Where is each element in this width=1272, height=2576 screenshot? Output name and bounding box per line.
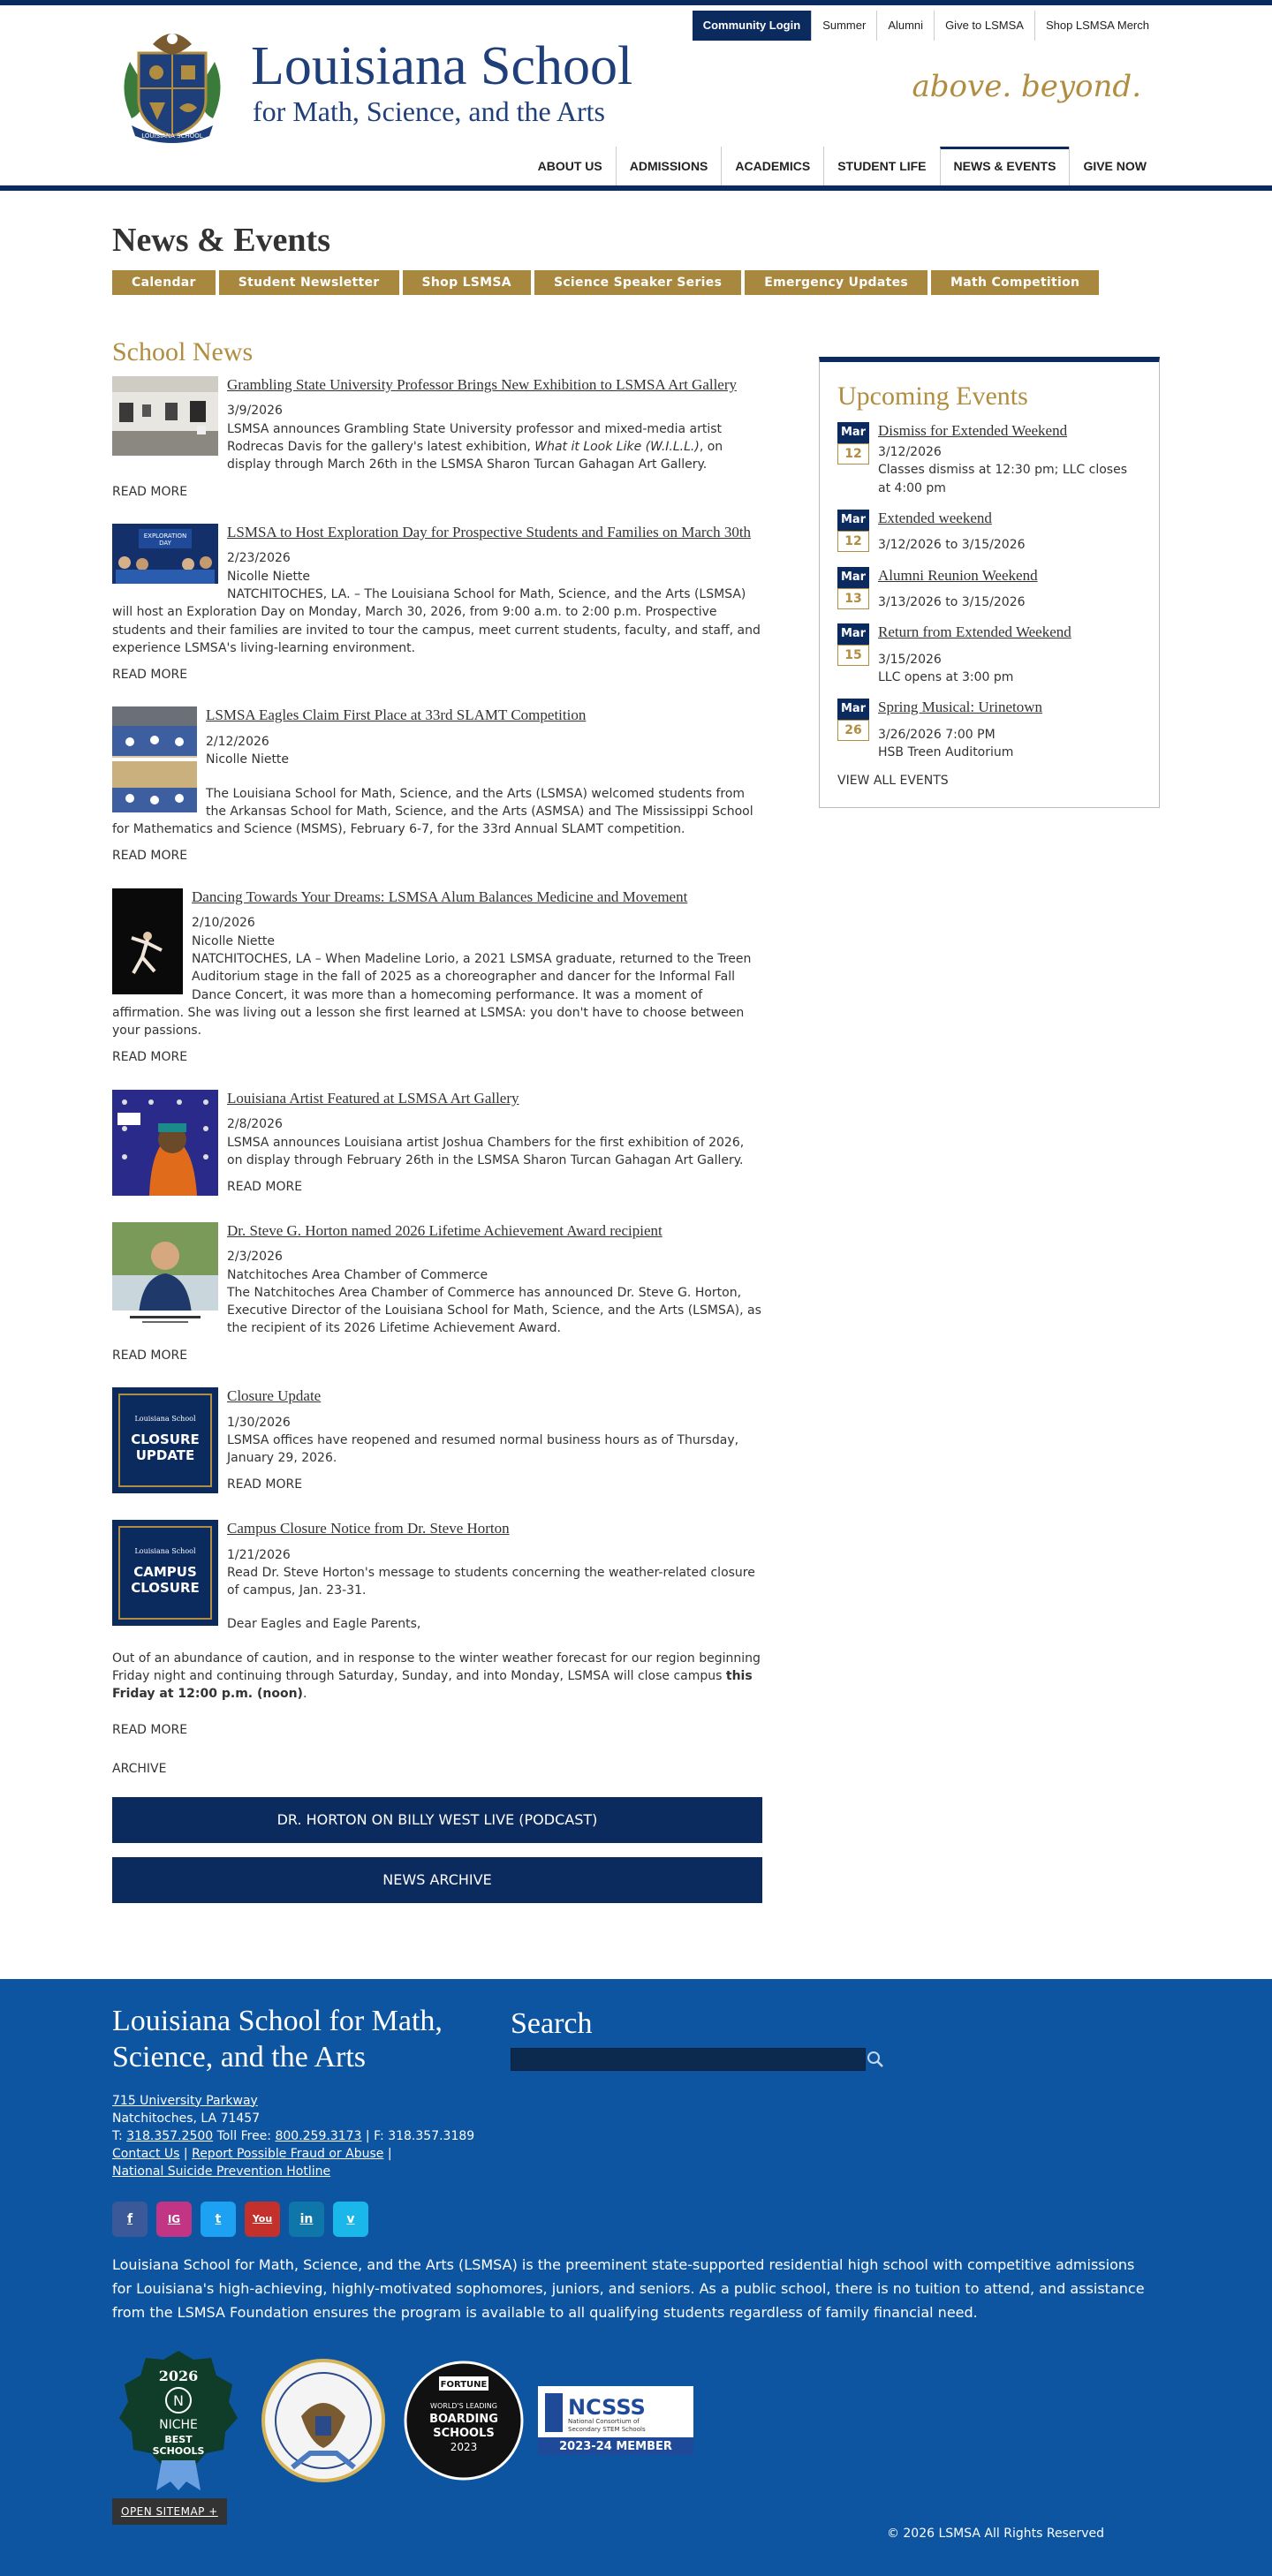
svg-text:SCHOOLS: SCHOOLS: [152, 2444, 205, 2457]
read-more-link[interactable]: READ MORE: [112, 849, 188, 864]
news-item-date: 1/30/2026: [227, 1415, 291, 1430]
news-thumbnail-horton-award[interactable]: [112, 1222, 218, 1328]
site-header: [0, 5, 1272, 191]
news-item-title[interactable]: Grambling State University Professor Brings New Exhibition to LSMSA Art Gallery: [227, 375, 738, 393]
event-date-badge: Mar 12: [837, 422, 869, 497]
event-date: 3/26/2026 7:00 PM: [878, 727, 996, 742]
nav-about-us[interactable]: ABOUT US: [537, 159, 602, 173]
podcast-button[interactable]: DR. HORTON ON BILLY WEST LIVE (PODCAST): [112, 1797, 762, 1843]
contact-us-link[interactable]: Contact Us: [112, 2146, 180, 2161]
utility-nav: [693, 11, 1160, 41]
event-title[interactable]: Spring Musical: Urinetown: [878, 699, 1043, 716]
facebook-icon[interactable]: f: [112, 2202, 148, 2237]
news-item-date: 2/23/2026: [227, 551, 291, 566]
news-item-summary: LSMSA announces Louisiana artist Joshua Chambers for the first exhibition of 2026, on display through February 26th in the LSMSA Sharon Turcan Gahagan Art Gallery.: [227, 1135, 745, 1167]
svg-text:2023-24 MEMBER: 2023-24 MEMBER: [559, 2439, 672, 2453]
nav-student-life[interactable]: STUDENT LIFE: [823, 147, 939, 185]
social-links: [112, 2202, 1160, 2237]
svg-text:Secondary STEM Schools: Secondary STEM Schools: [568, 2425, 646, 2433]
view-all-events-link[interactable]: VIEW ALL EVENTS: [837, 774, 949, 789]
address-city: Natchitoches, LA 71457: [112, 2111, 261, 2126]
read-more-link[interactable]: READ MORE: [112, 484, 188, 499]
phone-link[interactable]: 318.357.2500: [126, 2128, 214, 2143]
news-item-summary: NATCHITOCHES, LA – When Madeline Lorio, a 2021 LSMSA graduate, returned to the Treen Auditorium stage in the fall of 2025 as a choreographer and dancer for the Informal Fall Dance Concert, it was more than a homecoming performance. It was a moment of affirmation. She was living out a lesson she first learned at LSMSA: you don't have to choose between your passions.: [112, 951, 752, 1039]
news-thumbnail-closure-update[interactable]: [112, 1387, 218, 1493]
news-item: [112, 706, 762, 865]
news-item-date: 2/3/2026: [227, 1250, 283, 1265]
copyright-text: © 2026 LSMSA All Rights Reserved: [886, 2526, 1104, 2541]
nav-give-now[interactable]: GIVE NOW: [1069, 147, 1160, 185]
news-thumbnail-artist-portrait[interactable]: [112, 1090, 218, 1196]
news-thumbnail-exploration-day[interactable]: [112, 524, 218, 584]
svg-text:National Consortium of: National Consortium of: [568, 2417, 640, 2425]
utility-link-summer[interactable]: Summer: [811, 11, 876, 41]
news-item-date: 2/12/2026: [206, 735, 269, 749]
news-item-summary: LSMSA announces Grambling State University professor and mixed-media artist Rodrecas Davis for the gallery's latest exhibition, What it Look Like (W.I.L.L.), on display through March 26th in the LSMSA Sharon Turcan Gahagan Art Gallery.: [227, 421, 723, 472]
suicide-hotline-link[interactable]: National Suicide Prevention Hotline: [112, 2164, 331, 2179]
news-item-author: Nicolle Niette: [192, 933, 276, 948]
award-badges: [112, 2346, 1160, 2496]
event-details: Classes dismiss at 12:30 pm; LLC closes at 4:00 pm: [878, 463, 1128, 495]
news-item-date: 2/10/2026: [192, 916, 255, 931]
footer-address: 715 University Parkway Natchitoches, LA 71457 T: 318.357.2500 Toll Free: 800.259.3173 | F: 318.357.3189 Contact Us | Report Possible Fraud or Abuse | National Suicide Prevention Hotline: [112, 2093, 475, 2179]
subnav-emergency-updates[interactable]: Emergency Updates: [745, 270, 928, 295]
twitter-icon[interactable]: t: [201, 2202, 236, 2237]
news-thumbnail-dancer[interactable]: [112, 888, 183, 994]
school-news-section: [112, 313, 762, 1917]
utility-link-community-login[interactable]: Community Login: [693, 11, 812, 41]
news-item-summary: LSMSA offices have reopened and resumed normal business hours as of Thursday, January 29, 2026.: [227, 1432, 739, 1466]
svg-text:LOUISIANA SCHOOL: LOUISIANA SCHOOL: [141, 132, 203, 140]
footer-search-heading: Search: [511, 2006, 593, 2040]
event-title[interactable]: Dismiss for Extended Weekend: [878, 421, 1068, 439]
news-item-title[interactable]: Louisiana Artist Featured at LSMSA Art Gallery: [227, 1089, 519, 1107]
news-item: [112, 1090, 762, 1199]
news-item-author: Nicolle Niette: [227, 569, 311, 584]
niche-best-schools-badge[interactable]: [112, 2346, 245, 2496]
subnav-student-newsletter[interactable]: Student Newsletter: [219, 270, 399, 295]
news-item: [112, 1222, 762, 1364]
news-item-title[interactable]: LSMSA Eagles Claim First Place at 33rd SLAMT Competition: [206, 706, 587, 724]
instagram-icon[interactable]: IG: [156, 2202, 192, 2237]
svg-text:CAMPUS: CAMPUS: [133, 1564, 197, 1581]
utility-link-give[interactable]: Give to LSMSA: [934, 11, 1034, 41]
read-more-link[interactable]: READ MORE: [112, 1722, 188, 1737]
main-content: [0, 191, 1272, 1917]
news-item-title[interactable]: Campus Closure Notice from Dr. Steve Horton: [227, 1520, 510, 1537]
footer-search: [511, 2007, 885, 2071]
news-item-date: 3/9/2026: [227, 404, 283, 419]
tollfree-link[interactable]: 800.259.3173: [275, 2128, 362, 2143]
news-item-title[interactable]: Dr. Steve G. Horton named 2026 Lifetime Achievement Award recipient: [227, 1221, 662, 1239]
svg-text:2026: 2026: [158, 2367, 199, 2384]
subnav-calendar[interactable]: Calendar: [112, 270, 216, 295]
event-date-badge: Mar 26: [837, 699, 869, 761]
footer-description: Louisiana School for Math, Science, and the Arts (LSMSA) is the preeminent state-supported residential high school with competitive admissions for Louisiana's high-achieving, highly-motivated sophomores, juniors, and seniors. As a public school, there is no tuition to attend, and assistance from the LSMSA Foundation ensures the program is available to all qualifying students regardless of family financial need.: [112, 2255, 1145, 2321]
event-date: 3/12/2026: [878, 445, 942, 460]
closure-body: Out of an abundance of caution, and in response to the winter weather forecast for our region beginning Friday night and continuing through Saturday, Sunday, and into Monday, LSMSA will close campus this Friday at 12:00 p.m. (noon).: [112, 1651, 761, 1702]
footer-school-name: Louisiana School for Math, Science, and the Arts: [112, 2004, 443, 2074]
page-title: News & Events: [112, 222, 330, 259]
subnav-science-speaker-series[interactable]: Science Speaker Series: [534, 270, 741, 295]
news-item: [112, 1520, 762, 1739]
read-more-link[interactable]: READ MORE: [112, 1050, 188, 1065]
closure-greeting: Dear Eagles and Eagle Parents,: [227, 1617, 421, 1632]
read-more-link[interactable]: READ MORE: [112, 668, 188, 683]
fax-number: | F: 318.357.3189: [361, 2128, 475, 2143]
search-icon[interactable]: [866, 2050, 885, 2069]
svg-text:BOARDING: BOARDING: [429, 2412, 498, 2426]
svg-text:N: N: [173, 2391, 184, 2409]
nav-admissions[interactable]: ADMISSIONS: [616, 147, 722, 185]
news-item-date: 2/8/2026: [227, 1117, 283, 1132]
footer-search-input[interactable]: [511, 2048, 866, 2071]
news-item: [112, 524, 762, 684]
report-fraud-link[interactable]: Report Possible Fraud or Abuse: [192, 2146, 384, 2161]
svg-text:EXPLORATION: EXPLORATION: [143, 532, 187, 540]
school-news-heading: School News: [112, 336, 254, 366]
read-more-link[interactable]: READ MORE: [227, 1477, 303, 1492]
svg-text:CLOSURE: CLOSURE: [131, 1580, 200, 1597]
brand-name-line2[interactable]: for Math, Science, and the Arts: [253, 95, 605, 127]
news-archive-button[interactable]: NEWS ARCHIVE: [112, 1857, 762, 1903]
utility-link-shop[interactable]: Shop LSMSA Merch: [1034, 11, 1160, 41]
ncsss-member-badge[interactable]: [538, 2386, 693, 2455]
svg-text:Louisiana School: Louisiana School: [134, 1547, 196, 1556]
fortune-boarding-schools-badge[interactable]: [402, 2359, 526, 2482]
svg-text:CLOSURE: CLOSURE: [131, 1432, 200, 1448]
news-item: [112, 888, 762, 1067]
event-location: HSB Treen Auditorium: [878, 745, 1014, 760]
svg-text:DAY: DAY: [159, 539, 171, 547]
nav-news-events[interactable]: NEWS & EVENTS: [940, 147, 1070, 185]
event-date: 3/12/2026 to 3/15/2026: [878, 538, 1026, 553]
news-item-summary: Read Dr. Steve Horton's message to students concerning the weather-related closure of campus, Jan. 23-31.: [227, 1565, 755, 1598]
linkedin-icon[interactable]: in: [289, 2202, 324, 2237]
svg-text:2023: 2023: [450, 2440, 478, 2453]
event-date-badge: Mar 15: [837, 623, 869, 686]
news-thumbnail-slamt-competition[interactable]: [112, 706, 197, 812]
news-item-title[interactable]: Closure Update: [227, 1387, 322, 1405]
news-item: [112, 1387, 762, 1497]
event-title[interactable]: Extended weekend: [878, 510, 992, 527]
event-date-badge: Mar 13: [837, 567, 869, 612]
news-item-author: Nicolle Niette: [206, 752, 290, 767]
vimeo-icon[interactable]: v: [333, 2202, 368, 2237]
upcoming-events-panel: [819, 357, 1160, 809]
brand-tagline: above. beyond.: [912, 69, 1141, 104]
news-item-date: 1/21/2026: [227, 1547, 291, 1562]
news-item-author: Natchitoches Area Chamber of Commerce: [227, 1267, 488, 1282]
svg-text:NICHE: NICHE: [159, 2417, 198, 2432]
site-footer: [0, 1979, 1272, 2576]
blue-ribbon-seal-badge[interactable]: [257, 2354, 390, 2487]
news-item: [112, 376, 762, 501]
address-link[interactable]: 715 University Parkway: [112, 2093, 258, 2108]
svg-text:FORTUNE: FORTUNE: [440, 2379, 488, 2390]
event-details: LLC opens at 3:00 pm: [878, 670, 1014, 685]
sub-nav: [112, 270, 1160, 295]
news-thumbnail-gallery[interactable]: [112, 376, 218, 456]
svg-text:WORLD'S LEADING: WORLD'S LEADING: [430, 2401, 497, 2410]
event-title[interactable]: Alumni Reunion Weekend: [878, 566, 1038, 584]
news-item-summary: The Natchitoches Area Chamber of Commerce has announced Dr. Steve G. Horton, Executive Director of the Louisiana School for Math, Science, and the Arts (LSMSA), as the recipient of its 2026 Lifetime Achievement Award.: [227, 1285, 761, 1336]
news-item-summary: NATCHITOCHES, LA. – The Louisiana School for Math, Science, and the Arts (LSMSA) will host an Exploration Day on Monday, March 30, 2026, from 9:00 a.m. to 2:00 p.m. Prospective students and their families are invited to tour the campus, meet current students, faculty, and staff, and experience LSMSA's living-learning environment.: [112, 586, 761, 655]
event-title[interactable]: Return from Extended Weekend: [878, 623, 1071, 641]
subnav-math-competition[interactable]: Math Competition: [931, 270, 1099, 295]
school-crest-logo[interactable]: [112, 26, 232, 147]
subnav-shop-lsmsa[interactable]: Shop LSMSA: [403, 270, 531, 295]
event-date: 3/15/2026: [878, 652, 942, 667]
event-item: [837, 422, 1141, 497]
news-item-summary: The Louisiana School for Math, Science, and the Arts (LSMSA) welcomed students from the Arkansas School for Math, Science, and the Arts (ASMSA) and The Mississippi School for Mathematics and Science (MSMS), February 6-7, for the 33rd Annual SLAMT competition.: [112, 786, 753, 837]
news-thumbnail-campus-closure[interactable]: [112, 1520, 218, 1626]
archive-link[interactable]: ARCHIVE: [112, 1761, 167, 1776]
upcoming-events-heading: Upcoming Events: [837, 381, 1028, 411]
svg-text:Louisiana School: Louisiana School: [134, 1415, 196, 1424]
nav-academics[interactable]: ACADEMICS: [721, 147, 823, 185]
event-date: 3/13/2026 to 3/15/2026: [878, 595, 1026, 610]
svg-text:SCHOOLS: SCHOOLS: [433, 2426, 495, 2440]
news-item-title[interactable]: Dancing Towards Your Dreams: LSMSA Alum Balances Medicine and Movement: [192, 888, 688, 905]
open-sitemap-button[interactable]: OPEN SITEMAP +: [112, 2498, 227, 2525]
read-more-link[interactable]: READ MORE: [227, 1180, 303, 1195]
utility-link-alumni[interactable]: Alumni: [876, 11, 934, 41]
svg-text:NCSSS: NCSSS: [568, 2394, 646, 2420]
brand-name-line1[interactable]: Louisiana School: [251, 36, 633, 96]
event-item: [837, 567, 1141, 612]
svg-text:BEST: BEST: [164, 2433, 193, 2445]
youtube-icon[interactable]: You: [245, 2202, 280, 2237]
event-item: [837, 510, 1141, 555]
read-more-link[interactable]: READ MORE: [112, 1348, 188, 1363]
event-item: [837, 699, 1141, 761]
event-item: [837, 623, 1141, 686]
event-date-badge: Mar 12: [837, 510, 869, 555]
news-item-title[interactable]: LSMSA to Host Exploration Day for Prospective Students and Families on March 30th: [227, 523, 752, 540]
main-nav: [525, 147, 1160, 185]
svg-text:UPDATE: UPDATE: [135, 1447, 195, 1464]
